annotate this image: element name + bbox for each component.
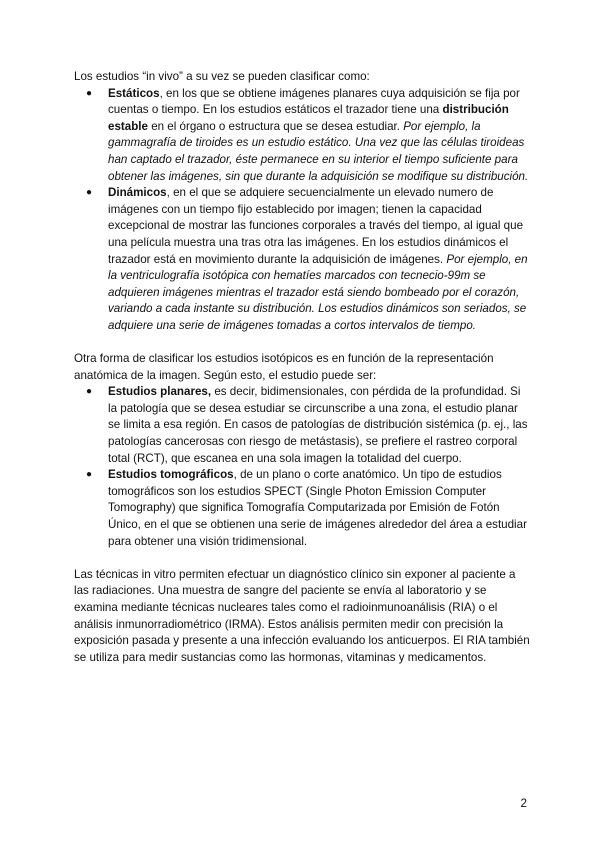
intro-representacion: Otra forma de clasificar los estudios isotópicos es en función de la representación anatómica de la imagen. Según esto, el estudio puede ser: [74,352,494,382]
text-dinamicos: , en el que se adquiere secuencialmente un elevado numero de imágenes con un tiempo fijo establecido por imagen; tienen la capacidad excepcional de mostrar las funciones corporales a través del tiempo, al igual que una película muestra una tras otra las imágenes. En los estudios dinámicos el trazador está en movimiento durante la adquisición de imágenes. [108,186,524,266]
term-distribucion-estable: distribución estable [108,103,509,133]
page-content [74,69,530,666]
term-planares: Estudios planares, [108,385,212,399]
bullet-icon: ● [86,87,93,99]
list-item-estaticos [74,86,530,186]
term-estaticos: Estáticos [108,86,160,100]
bullet-icon: ● [86,386,93,398]
text-tomograficos: , de un plano o corte anatómico. Un tipo de estudios tomográficos son los estudios SPECT (Single Photon Emission Computer Tomography) que significa Tomografía Computarizada por Emisión de Fotón Único, en el que se obtienen una serie de imágenes alrededor del área a estudiar para obtener una visión tridimensional. [108,468,527,548]
page-number: 2 [520,797,527,810]
bullet-icon: ● [86,187,93,199]
intro-in-vivo: Los estudios “in vivo” a su vez se pueden clasificar como: [74,70,370,83]
paragraph-in-vitro: Las técnicas in vitro permiten efectuar un diagnóstico clínico sin exponer al paciente a las radiaciones. Una muestra de sangre del paciente se envía al laboratorio y se examina mediante técnicas nucleares tales como el radioinmunoanálisis (RIA) o el análisis inmunorradiométrico (IRMA). Estos análisis permiten medir con precisión la exposición pasada y presente a una infección evaluando los anticuerpos. El RIA también se utiliza para medir sustancias como las hormonas, vitaminas y medicamentos. [74,567,530,664]
example-estaticos: Por ejemplo, la gammagrafía de tiroides es un estudio estático. Una vez que las células tiroideas han captado el trazador, éste permanece en su interior el tiempo suficiente para obtener las imágenes, sin que durante la adquisición se modifique su distribución. [108,119,529,183]
list-item-tomograficos [74,467,530,550]
list-item-dinamicos [74,185,530,334]
example-dinamicos: Por ejemplo, en la ventriculografía isotópica con hematíes marcados con tecnecio-99m se adquieren imágenes mientras el trazador está siendo bombeado por el corazón, variando a cada instante su distribución. Los estudios dinámicos son seriados, se adquiere una serie de imágenes tomadas a cortos intervalos de tiempo. [108,252,528,332]
list-item-planares [74,384,530,467]
text-estaticos-2: en el órgano o estructura que se desea estudiar. [147,119,404,133]
in-vivo-list [74,86,530,335]
bullet-icon: ● [86,469,93,481]
text-estaticos-1: , en los que se obtiene imágenes planares cuya adquisición se fija por cuentas o tiempo. En los estudios estáticos el trazador tiene una [108,86,520,117]
term-tomograficos: Estudios tomográficos [108,468,234,482]
representation-list [74,384,530,550]
text-planares: es decir, bidimensionales, con pérdida de la profundidad. Si la patología que se desea estudiar se circunscribe a una zona, el estudio planar se limita a esa región. En casos de patologías de distribución sistémica (p. ej., las patologías cancerosas con riesgo de metástasis), se prefiere el rastreo corporal total (RCT), que escanea en una sola imagen la totalidad del cuerpo. [108,385,528,465]
term-dinamicos: Dinámicos [108,186,167,200]
